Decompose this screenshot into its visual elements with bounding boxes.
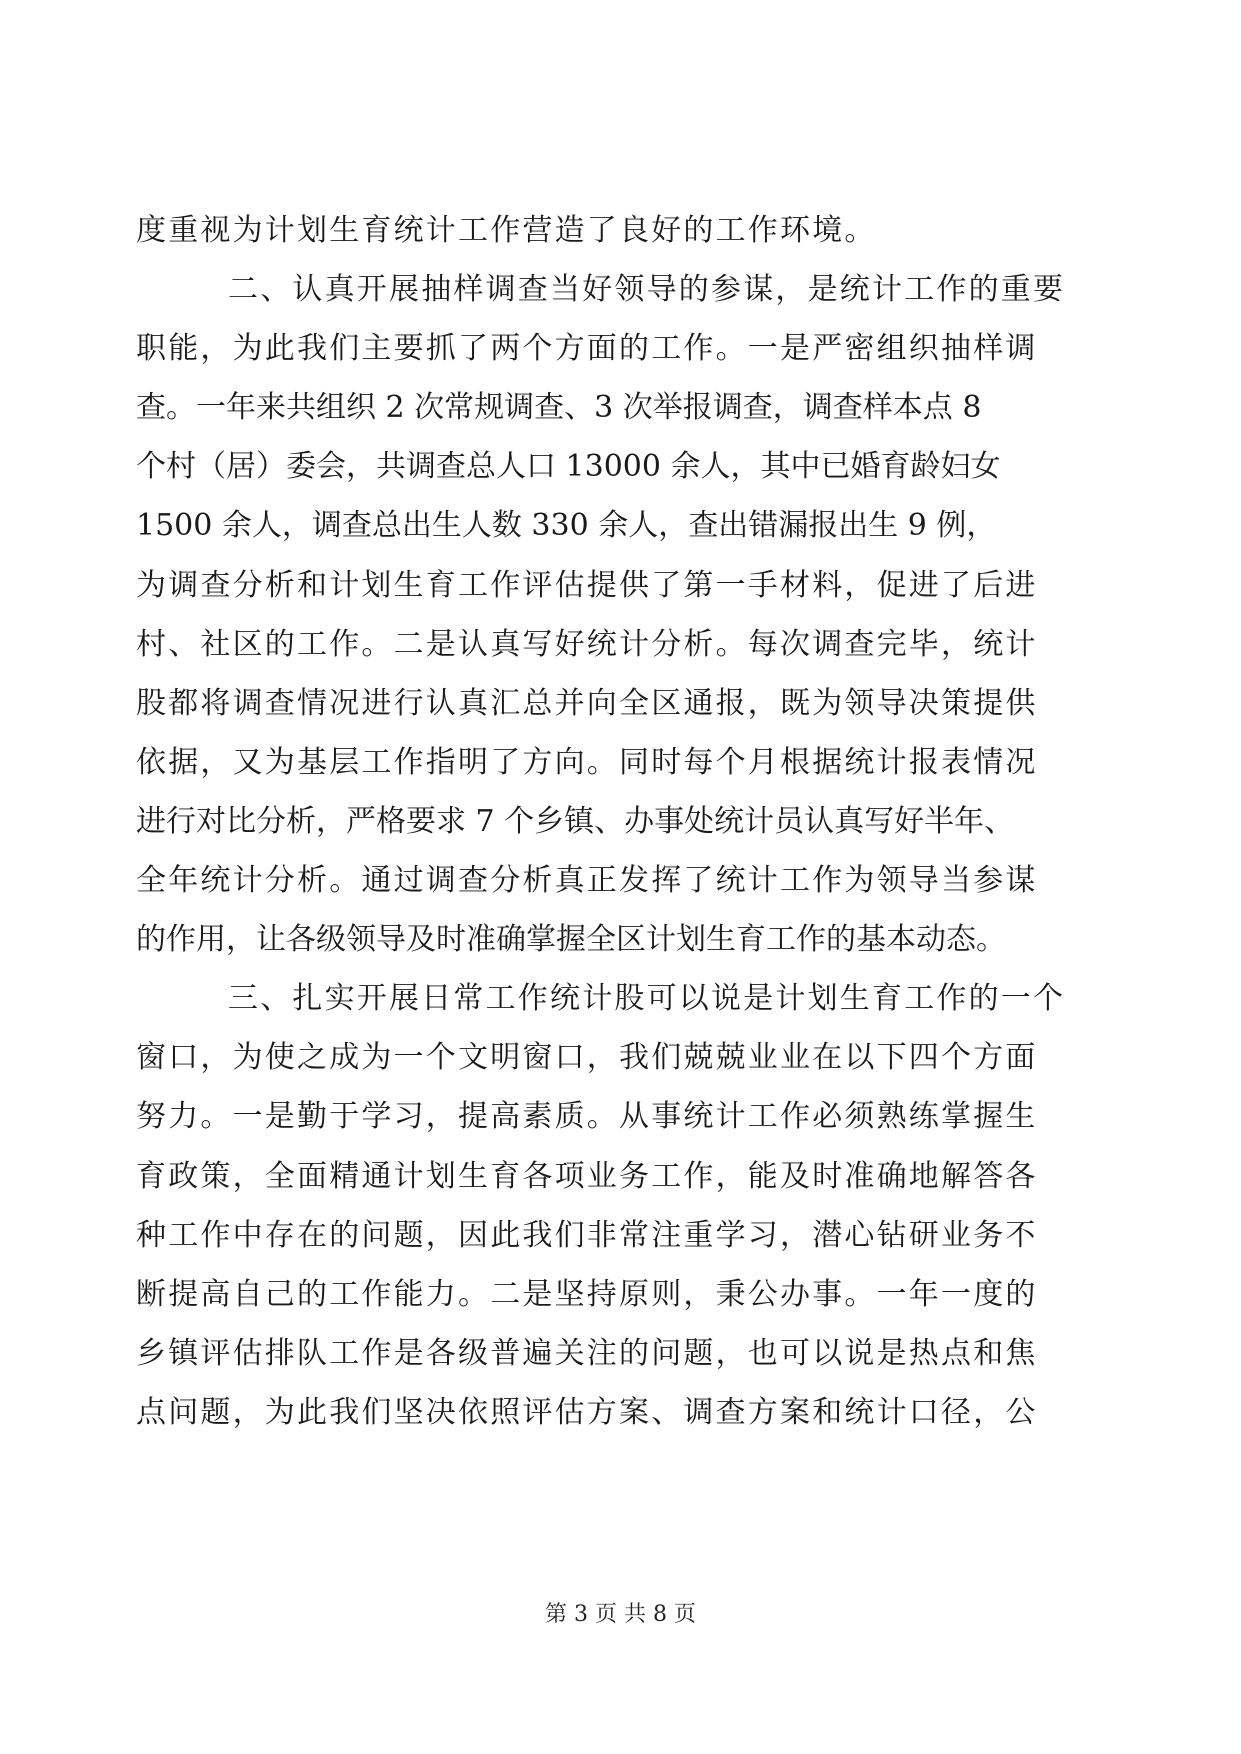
text-line: 窗口，为使之成为一个文明窗口，我们兢兢业业在以下四个方面 [136, 1040, 1038, 1076]
page-number-footer: 第 3 页 共 8 页 [545, 1602, 696, 1627]
text-line: 努力。一是勤于学习，提高素质。从事统计工作必须熟练掌握生 [136, 1099, 1038, 1135]
text-line: 度重视为计划生育统计工作营造了良好的工作环境。 [136, 213, 877, 248]
paragraph-2-start: 二、认真开展抽样调查当好领导的参谋，是统计工作的重要 [228, 272, 1066, 308]
text-line: 的作用，让各级领导及时准确掌握全区计划生育工作的基本动态。 [136, 922, 1006, 958]
text-line: 断提高自己的工作能力。二是坚持原则，秉公办事。一年一度的 [136, 1276, 1038, 1312]
text-line: 村、社区的工作。二是认真写好统计分析。每次调查完毕，统计 [136, 626, 1038, 662]
text-line: 全年统计分析。通过调查分析真正发挥了统计工作为领导当参谋 [136, 863, 1038, 899]
text-line: 查。一年来共组织 2 次常规调查、3 次举报调查，调查样本点 8 [136, 390, 982, 426]
text-line: 乡镇评估排队工作是各级普遍关注的问题，也可以说是热点和焦 [136, 1335, 1038, 1371]
text-line: 点问题，为此我们坚决依照评估方案、调查方案和统计口径，公 [136, 1394, 1038, 1430]
text-line: 股都将调查情况进行认真汇总并向全区通报，既为领导决策提供 [136, 685, 1038, 721]
text-line: 种工作中存在的问题，因此我们非常注重学习，潜心钻研业务不 [136, 1217, 1038, 1253]
body-text [136, 201, 1096, 1442]
paragraph-3-start: 三、扎实开展日常工作统计股可以说是计划生育工作的一个 [228, 981, 1066, 1017]
text-line: 进行对比分析，严格要求 7 个乡镇、办事处统计员认真写好半年、 [136, 803, 1015, 839]
text-line: 育政策，全面精通计划生育各项业务工作，能及时准确地解答各 [136, 1158, 1038, 1194]
text-line: 个村（居）委会，共调查总人口 13000 余人，其中已婚育龄妇女 [136, 449, 1001, 485]
text-line: 职能，为此我们主要抓了两个方面的工作。一是严密组织抽样调 [136, 331, 1038, 367]
text-line: 1500 余人，调查总出生人数 330 余人，查出错漏报出生 9 例， [136, 508, 997, 544]
text-line: 为调查分析和计划生育工作评估提供了第一手材料，促进了后进 [136, 567, 1038, 603]
text-line: 依据，又为基层工作指明了方向。同时每个月根据统计报表情况 [136, 744, 1038, 780]
